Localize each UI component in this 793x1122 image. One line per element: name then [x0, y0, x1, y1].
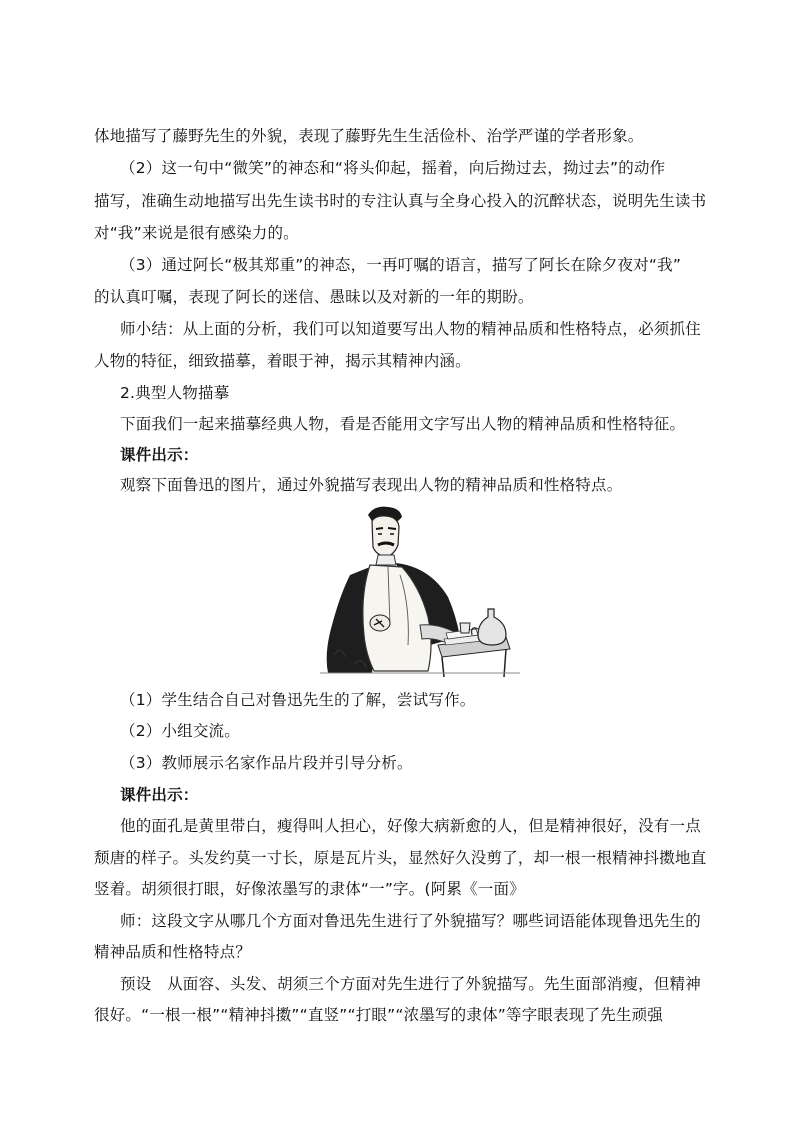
paragraph-line: 很好。“一根一根”“精神抖擞”“直竖”“打眼”“浓墨写的隶体”等字眼表现了先生顽强 — [94, 1006, 664, 1024]
paragraph-line: （3）通过阿长“极其郑重”的神态，一再叮嘱的语言，描写了阿长在除夕夜对“我” — [120, 256, 682, 274]
paragraph-line: 下面我们一起来描摹经典人物，看是否能用文字写出人物的精神品质和性格特征。 — [120, 415, 686, 433]
paragraph-line: 描写，准确生动地描写出先生读书时的专注认真与全身心投入的沉醉状态，说明先生读书 — [94, 192, 707, 210]
paragraph-line: 师小结：从上面的分析，我们可以知道要写出人物的精神品质和性格特点，必须抓住 — [120, 320, 701, 338]
section-heading: 2.典型人物描摹 — [120, 384, 230, 402]
paragraph-line: 对“我”来说是很有感染力的。 — [94, 224, 299, 242]
courseware-label: 课件出示： — [120, 446, 199, 464]
quote-line: 颓唐的样子。头发约莫一寸长，原是瓦片头，显然好久没剪了，却一根一根精神抖擞地直 — [94, 849, 707, 867]
quote-line: 竖着。胡须很打眼，好像浓墨写的隶体“一”字。(阿累《一面》 — [94, 880, 525, 898]
paragraph-line: 师：这段文字从哪几个方面对鲁迅先生进行了外貌描写？哪些词语能体现鲁迅先生的 — [120, 912, 701, 930]
list-item: （3）教师展示名家作品片段并引导分析。 — [120, 754, 413, 772]
courseware-label: 课件出示： — [120, 786, 199, 804]
paragraph-line: 体地描写了藤野先生的外貌，表现了藤野先生生活俭朴、治学严谨的学者形象。 — [94, 127, 644, 145]
list-item: （2）小组交流。 — [120, 722, 240, 740]
paragraph-line: 精神品质和性格特点？ — [94, 943, 252, 961]
paragraph-line: （2）这一句中“微笑”的神态和“将头仰起，摇着，向后拗过去，拗过去”的动作 — [120, 159, 666, 177]
list-item: （1）学生结合自己对鲁迅先生的了解，尝试写作。 — [120, 691, 476, 709]
paragraph-line: 预设 从面容、头发、胡须三个方面对先生进行了外貌描写。先生面部消瘦，但精神 — [120, 975, 701, 993]
paragraph-line: 的认真叮嘱，表现了阿长的迷信、愚昧以及对新的一年的期盼。 — [94, 288, 534, 306]
quote-line: 他的面孔是黄里带白，瘦得叫人担心，好像大病新愈的人，但是精神很好，没有一点 — [120, 817, 701, 835]
paragraph-line: 人物的特征，细致描摹，着眼于神，揭示其精神内涵。 — [94, 352, 471, 370]
paragraph-line: 观察下面鲁迅的图片，通过外貌描写表现出人物的精神品质和性格特点。 — [120, 476, 623, 494]
lu-xun-illustration — [310, 505, 528, 677]
